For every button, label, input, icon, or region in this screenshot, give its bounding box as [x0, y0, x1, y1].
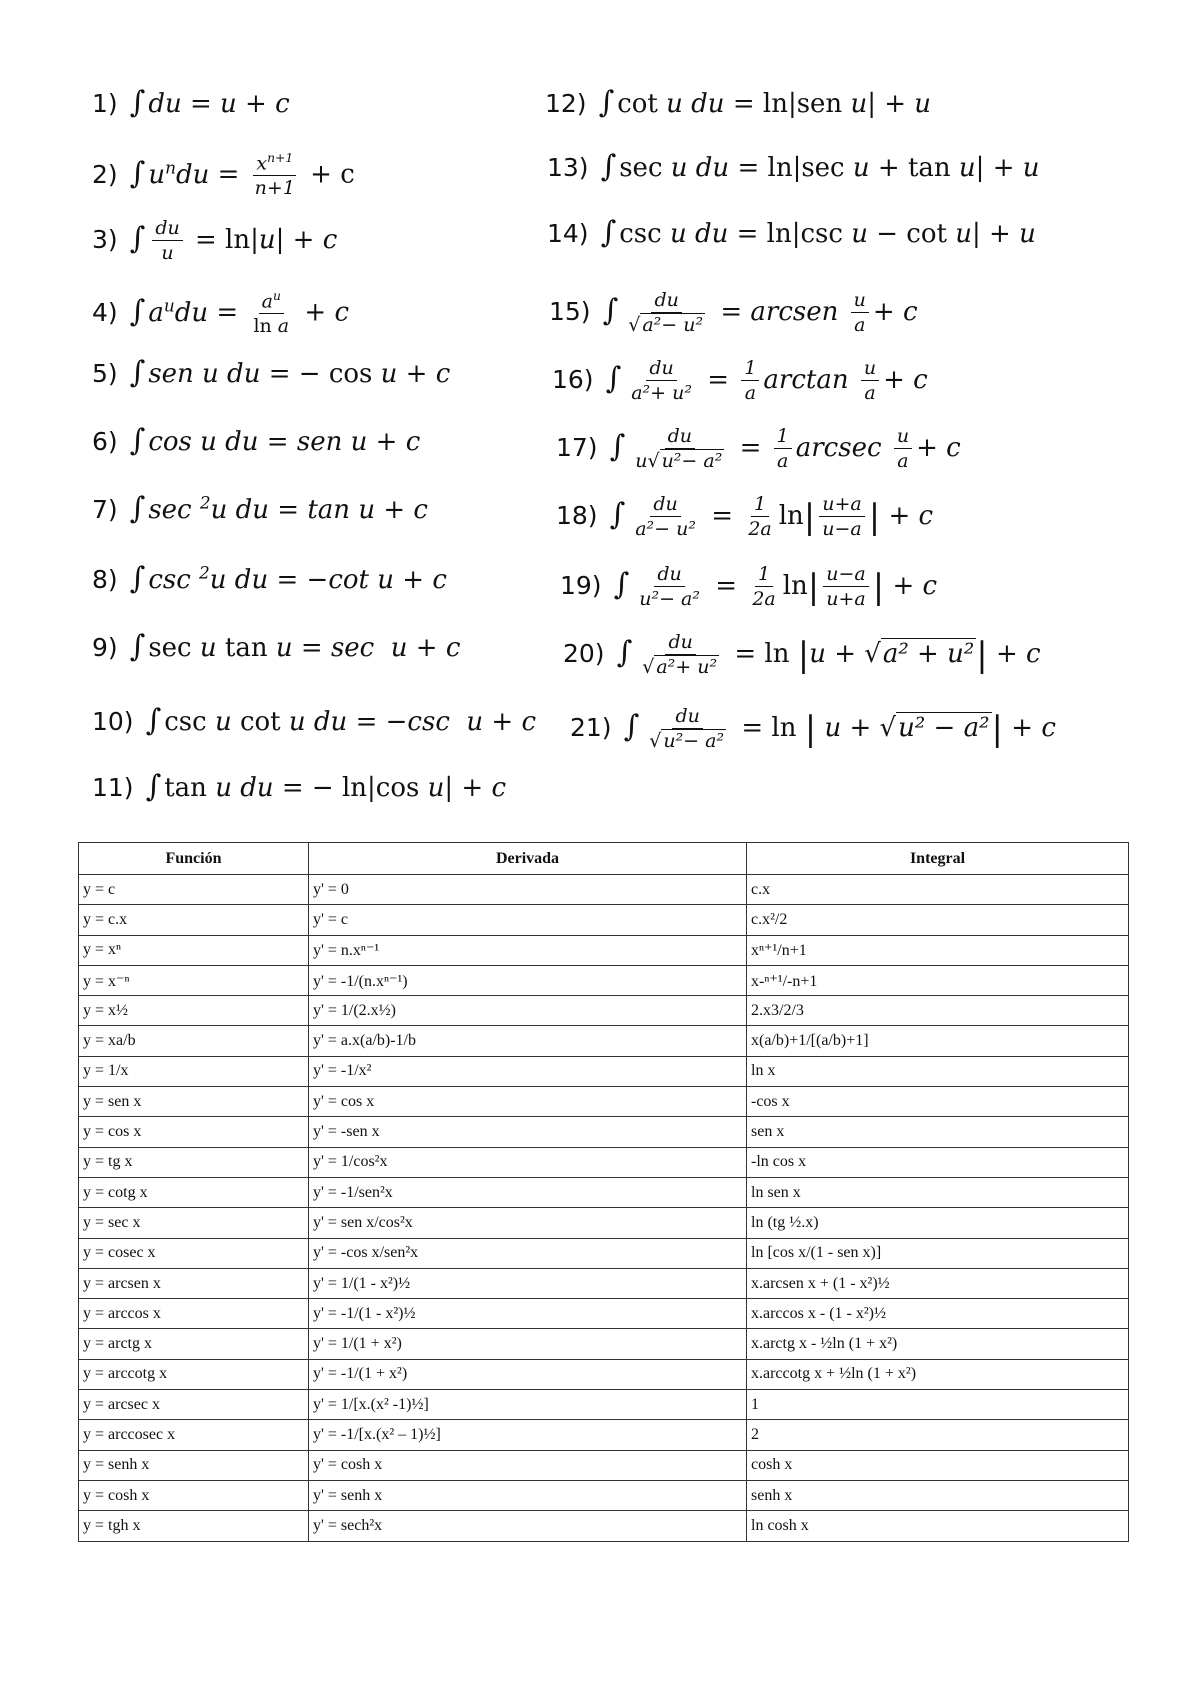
integral-formulas [0, 0, 1200, 820]
header-funcion: Función [79, 843, 309, 875]
table-row [79, 1420, 1129, 1450]
table-row [79, 1268, 1129, 1298]
cell-funcion: y = cotg x [79, 1177, 309, 1207]
cell-integral: -ln cos x [747, 1147, 1129, 1177]
cell-funcion: y = xⁿ [79, 935, 309, 965]
formula-4: 4) ∫ $a^udu$ = $\frac{a^u}{\text{ln a}}$ + c [92, 289, 350, 338]
formula-9: 9) ∫ sec u tan u = sec u + c [92, 629, 461, 664]
cell-funcion: y = cos x [79, 1117, 309, 1147]
cell-funcion: y = xa/b [79, 1026, 309, 1056]
cell-integral: ln cosh x [747, 1511, 1129, 1541]
table-row [79, 1147, 1129, 1177]
cell-integral: sen x [747, 1117, 1129, 1147]
cell-derivada: y' = c [309, 905, 747, 935]
cell-funcion: y = c [79, 875, 309, 905]
formula-13: 13) ∫ sec u du = ln|sec u + tan u| + u [547, 149, 1040, 184]
formula-5: 5) ∫ sen u du = − cos u + c [92, 355, 451, 390]
cell-integral: x.arccotg x + ½ln (1 + x²) [747, 1359, 1129, 1389]
cell-derivada: y' = -1/x² [309, 1056, 747, 1086]
formula-1: 1) ∫ du = u + c [92, 85, 290, 120]
cell-derivada: y' = sech²x [309, 1511, 747, 1541]
cell-derivada: y' = cosh x [309, 1450, 747, 1480]
cell-funcion: y = sen x [79, 1087, 309, 1117]
table-row [79, 1299, 1129, 1329]
derivative-integral-table [78, 842, 1129, 1542]
cell-derivada: y' = 1/(2.x½) [309, 996, 747, 1026]
cell-integral: x.arcsen x + (1 - x²)½ [747, 1268, 1129, 1298]
formula-3: 3) ∫ $\frac{du}{u}$ = ln|u| + c [92, 217, 338, 264]
cell-integral: cosh x [747, 1450, 1129, 1480]
formula-21: 21) ∫ $\frac{du}{\text{√ u²− a²}}$ = ln | u + √u² − a²| + c [570, 705, 1056, 752]
cell-funcion: y = arctg x [79, 1329, 309, 1359]
formula-14: 14) ∫ csc u du = ln|csc u − cot u| + u [547, 215, 1036, 250]
table-row [79, 875, 1129, 905]
table-row [79, 1511, 1129, 1541]
cell-integral: -cos x [747, 1087, 1129, 1117]
cell-derivada: y' = -1/(1 - x²)½ [309, 1299, 747, 1329]
cell-integral: x.arctg x - ½ln (1 + x²) [747, 1329, 1129, 1359]
cell-integral: c.x [747, 875, 1129, 905]
cell-funcion: y = senh x [79, 1450, 309, 1480]
formula-12: 12) ∫ cot u du = ln|sen u| + u [545, 85, 932, 120]
cell-funcion: y = sec x [79, 1208, 309, 1238]
cell-derivada: y' = -1/[x.(x² – 1)½] [309, 1420, 747, 1450]
cell-derivada: y' = -1/(n.xⁿ⁻¹) [309, 965, 747, 995]
table-row [79, 1087, 1129, 1117]
cell-derivada: y' = a.x(a/b)-1/b [309, 1026, 747, 1056]
cell-derivada: y' = sen x/cos²x [309, 1208, 747, 1238]
cell-derivada: y' = 0 [309, 875, 747, 905]
cell-derivada: y' = -1/(1 + x²) [309, 1359, 747, 1389]
table-row [79, 1117, 1129, 1147]
cell-funcion: y = arccosec x [79, 1420, 309, 1450]
table-row [79, 1390, 1129, 1420]
cell-integral: ln (tg ½.x) [747, 1208, 1129, 1238]
table-row [79, 1329, 1129, 1359]
cell-derivada: y' = -1/sen²x [309, 1177, 747, 1207]
cell-integral: x-ⁿ⁺¹/-n+1 [747, 965, 1129, 995]
table-body [79, 875, 1129, 1542]
cell-derivada: y' = senh x [309, 1480, 747, 1510]
cell-integral: xⁿ⁺¹/n+1 [747, 935, 1129, 965]
formula-15: 15) ∫ $\frac{du}{\text{√ a²− u²}}$ = arcsen $\frac{u}{a}$ + c [549, 289, 918, 336]
table-row [79, 1056, 1129, 1086]
table-row [79, 1026, 1129, 1056]
cell-integral: ln x [747, 1056, 1129, 1086]
table-row [79, 965, 1129, 995]
cell-integral: x.arccos x - (1 - x²)½ [747, 1299, 1129, 1329]
table-row [79, 1450, 1129, 1480]
table-row [79, 1177, 1129, 1207]
cell-integral: 2 [747, 1420, 1129, 1450]
table-header-row [79, 843, 1129, 875]
cell-integral: 2.x3/2/3 [747, 996, 1129, 1026]
formula-2: 2) ∫ $u^ndu$ = $\frac{x^{n+1}}{n+1}$ + c [92, 151, 355, 200]
cell-integral: ln sen x [747, 1177, 1129, 1207]
formula-18: 18) ∫ $\frac{du}{\text{a²− u²}}$ = $\frac{1}{2a}$ ln| $\frac{u+a}{u-a}$ | + c [556, 493, 934, 540]
table-row [79, 1208, 1129, 1238]
cell-integral: c.x²/2 [747, 905, 1129, 935]
formula-7: 7) ∫ sec $^2$u du = tan u + c [92, 491, 428, 526]
cell-funcion: y = arcsec x [79, 1390, 309, 1420]
cell-integral: 1 [747, 1390, 1129, 1420]
cell-funcion: y = c.x [79, 905, 309, 935]
cell-funcion: y = x½ [79, 996, 309, 1026]
cell-derivada: y' = -sen x [309, 1117, 747, 1147]
table-row [79, 905, 1129, 935]
table-row [79, 1359, 1129, 1389]
cell-funcion: y = cosh x [79, 1480, 309, 1510]
formula-17: 17) ∫ $\frac{du}{\text{u√ u²− a²}}$ = $\frac{1}{a}$ arcsec $\frac{u}{a}$ + c [556, 425, 961, 472]
cell-derivada: y' = 1/cos²x [309, 1147, 747, 1177]
table-row [79, 935, 1129, 965]
cell-derivada: y' = 1/(1 - x²)½ [309, 1268, 747, 1298]
cell-derivada: y' = 1/(1 + x²) [309, 1329, 747, 1359]
formula-19: 19) ∫ $\frac{du}{\text{u²− a²}}$ = $\frac{1}{2a}$ ln| $\frac{u-a}{u+a}$ | + c [560, 563, 938, 610]
formula-16: 16) ∫ $\frac{du}{\text{a²+ u²}}$ = $\frac{1}{a}$ arctan $\frac{u}{a}$ + c [552, 357, 928, 404]
cell-funcion: y = x⁻ⁿ [79, 965, 309, 995]
cell-integral: x(a/b)+1/[(a/b)+1] [747, 1026, 1129, 1056]
formula-6: 6) ∫ cos u du = sen u + c [92, 423, 421, 458]
header-integral: Integral [747, 843, 1129, 875]
cell-funcion: y = arcsen x [79, 1268, 309, 1298]
cell-derivada: y' = n.xⁿ⁻¹ [309, 935, 747, 965]
cell-derivada: y' = 1/[x.(x² -1)½] [309, 1390, 747, 1420]
cell-derivada: y' = cos x [309, 1087, 747, 1117]
cell-integral: senh x [747, 1480, 1129, 1510]
table-row [79, 1238, 1129, 1268]
cell-funcion: y = tgh x [79, 1511, 309, 1541]
cell-funcion: y = tg x [79, 1147, 309, 1177]
formula-10: 10) ∫ csc u cot u du = −csc u + c [92, 703, 537, 738]
formula-20: 20) ∫ $\frac{du}{\text{√ a²+ u²}}$ = ln |u + √a² + u²| + c [563, 631, 1041, 678]
table-row [79, 996, 1129, 1026]
cell-integral: ln [cos x/(1 - sen x)] [747, 1238, 1129, 1268]
cell-funcion: y = arccos x [79, 1299, 309, 1329]
table-row [79, 1480, 1129, 1510]
cell-funcion: y = cosec x [79, 1238, 309, 1268]
cell-funcion: y = arccotg x [79, 1359, 309, 1389]
cell-derivada: y' = -cos x/sen²x [309, 1238, 747, 1268]
header-derivada: Derivada [309, 843, 747, 875]
formula-8: 8) ∫ csc $^2$u du = −cot u + c [92, 561, 447, 596]
formula-11: 11) ∫ tan u du = − ln|cos u| + c [92, 769, 506, 804]
cell-funcion: y = 1/x [79, 1056, 309, 1086]
